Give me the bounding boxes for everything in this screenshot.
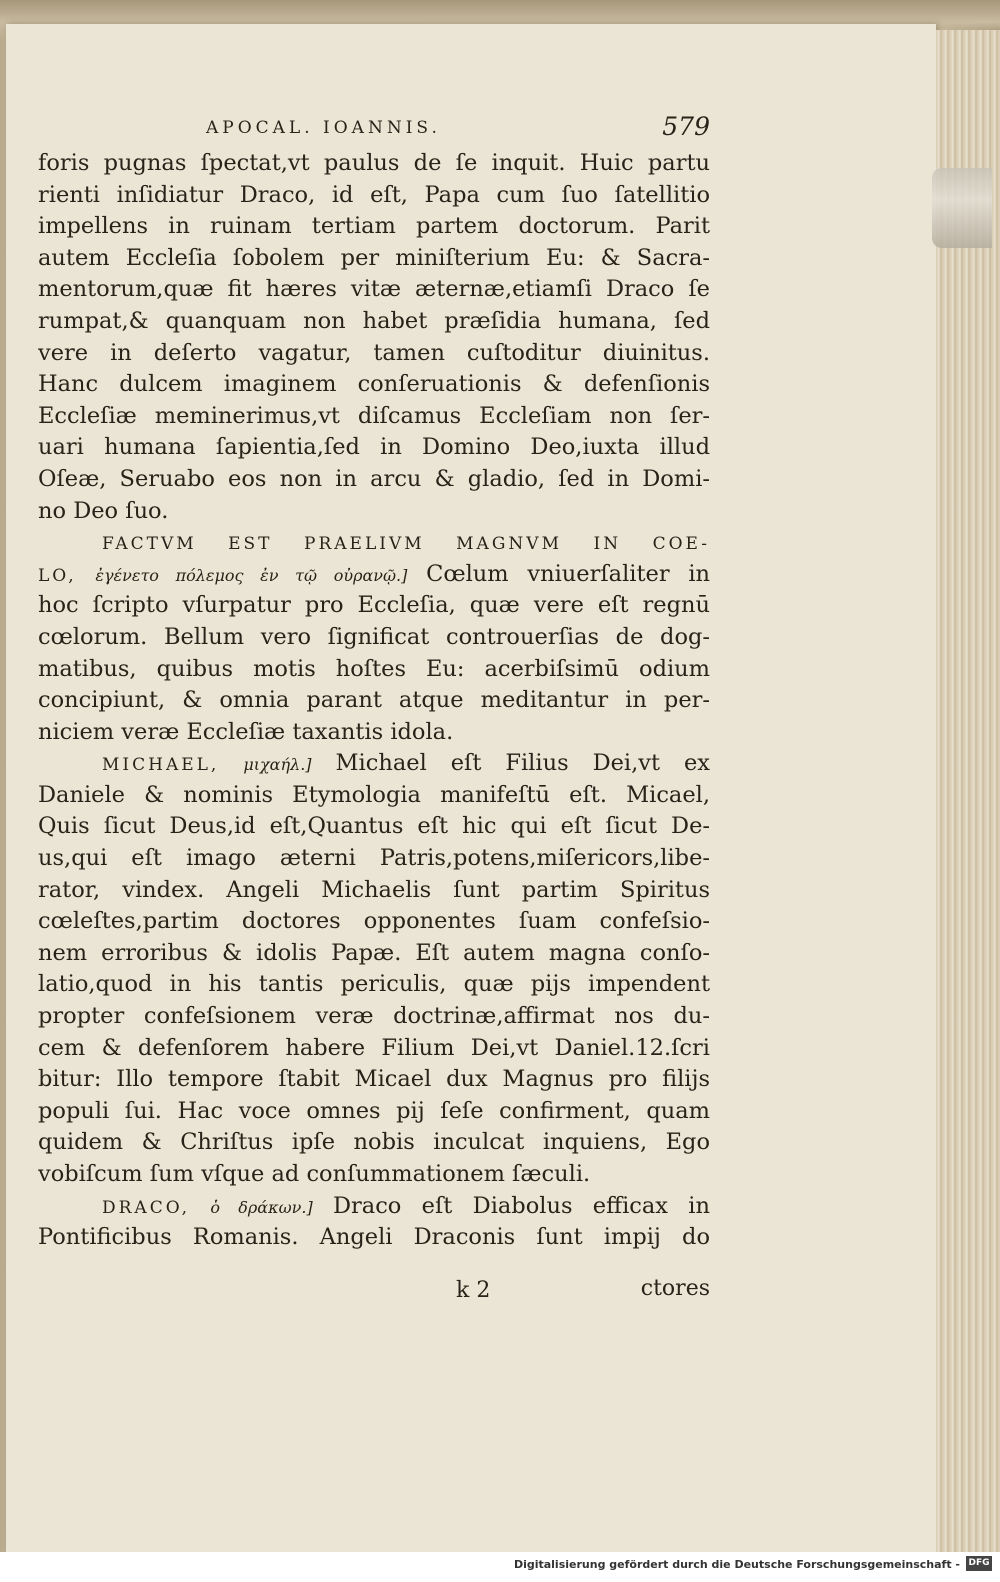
text-line: niciem veræ Eccleſiæ taxantis idola. bbox=[38, 718, 454, 745]
page-foot bbox=[38, 1276, 710, 1308]
text-line: hoc ſcripto vſurpatur pro Eccleſia, quæ vere eſt regnū bbox=[38, 592, 710, 619]
page-number: 579 bbox=[662, 112, 710, 141]
greek-quote: ἐγένετο πόλεμος ἐν τῷ οὐρανῷ.] bbox=[95, 565, 408, 585]
text-line: nem erroribus & idolis Papæ. Eſt autem magna conſo- bbox=[38, 939, 710, 966]
dfg-logo-icon: DFG bbox=[966, 1556, 992, 1571]
text-line: Pontificibus Romanis. Angeli Draconis ſunt impij do bbox=[38, 1224, 710, 1251]
text-span: Michael eſt Filius Dei,vt ex bbox=[335, 750, 710, 777]
text-line: cem & defenſorem habere Filium Dei,vt Daniel.12.ſcri bbox=[38, 1034, 710, 1061]
text-line: propter confeſsionem veræ doctrinæ,affirmat nos du- bbox=[38, 1003, 710, 1030]
lemma-line bbox=[38, 748, 710, 780]
lemma-heading: FACTVM EST PRAELIVM MAGNVM IN COE- bbox=[102, 534, 710, 555]
text-line: rienti inſidiatur Draco, id eſt, Papa cum ſuo ſatellitio bbox=[38, 181, 710, 208]
text-line: no Deo ſuo. bbox=[38, 497, 169, 524]
page-header bbox=[38, 112, 710, 148]
text-line: vere in deſerto vagatur, tamen cuſtoditur diuinitus. bbox=[38, 339, 710, 366]
text-line: us,qui eſt imago æterni Patris,potens,miſericors,libe- bbox=[38, 845, 710, 872]
text-line: Oſeæ, Seruabo eos non in arcu & gladio, ſed in Domi- bbox=[38, 465, 710, 492]
text-line: cœleſtes,partim doctores opponentes ſuam confeſsio- bbox=[38, 908, 710, 935]
text-line: impellens in ruinam tertiam partem doctorum. Parit bbox=[38, 213, 710, 240]
text-line: cœlorum. Bellum vero ſignificat controuerſias de dog- bbox=[38, 623, 710, 650]
text-span: Draco eſt Diabolus efficax in bbox=[333, 1192, 710, 1219]
text-line: quidem & Chriſtus ipſe nobis inculcat inquiens, Ego bbox=[38, 1129, 710, 1156]
text-line: concipiunt, & omnia parant atque meditantur in per- bbox=[38, 687, 710, 714]
text-line: vobiſcum ſum vſque ad conſummationem ſæculi. bbox=[38, 1161, 591, 1187]
signature-mark: k 2 bbox=[456, 1278, 491, 1303]
text-line: latio,quod in his tantis periculis, quæ pijs impendent bbox=[38, 971, 710, 998]
lemma-heading: MICHAEL, bbox=[102, 755, 220, 776]
lemma-heading-end: LO, bbox=[38, 565, 77, 586]
text-line: rator, vindex. Angeli Michaelis ſunt partim Spiritus bbox=[38, 876, 710, 903]
text-line: Eccleſiæ meminerimus,vt diſcamus Eccleſiam non ſer- bbox=[38, 402, 710, 429]
page-text bbox=[38, 112, 710, 1254]
text-span: Cœlum vniuerſaliter in bbox=[426, 560, 710, 587]
lemma-heading: DRACO, bbox=[102, 1197, 191, 1218]
text-line: Daniele & nominis Etymologia manifeſtū eſt. Micael, bbox=[38, 781, 710, 808]
text-line: uari humana ſapientia,ſed in Domino Deo,iuxta illud bbox=[38, 434, 710, 461]
digitization-credit: Digitalisierung gefördert durch die Deutsche Forschungsgemeinschaft - bbox=[513, 1558, 960, 1571]
text-line: foris pugnas ſpectat,vt paulus de ſe inquit. Huic partu bbox=[38, 150, 710, 176]
lemma-line bbox=[38, 559, 710, 591]
text-line: matibus, quibus motis hoſtes Eu: acerbiſsimū odium bbox=[38, 655, 710, 682]
text-line: mentorum,quæ fit hæres vitæ æternæ,etiamſi Draco ſe bbox=[38, 276, 710, 303]
text-line: rumpat,& quanquam non habet præſidia humana, ſed bbox=[38, 307, 710, 334]
text-line: Hanc dulcem imaginem conſeruationis & defenſionis bbox=[38, 371, 710, 398]
text-line: populi ſui. Hac voce omnes pij ſeſe confirment, quam bbox=[38, 1097, 710, 1124]
greek-quote: μιχαήλ.] bbox=[243, 755, 312, 775]
text-line: bitur: Illo tempore ſtabit Micael dux Magnus pro filijs bbox=[38, 1066, 710, 1093]
text-line: Quis ſicut Deus,id eſt,Quantus eſt hic qui eſt ſicut De- bbox=[38, 813, 710, 840]
book-fore-edge bbox=[936, 30, 1000, 1552]
lemma-line bbox=[38, 1191, 710, 1223]
page-clip bbox=[932, 168, 992, 248]
lemma-line bbox=[38, 527, 710, 559]
greek-quote: ὁ δράκων.] bbox=[210, 1197, 313, 1217]
running-head: APOCAL. IOANNIS. bbox=[206, 118, 441, 138]
text-line: autem Eccleſia ſobolem per miniſterium Eu: & Sacra- bbox=[38, 244, 710, 271]
catchword: ctores bbox=[640, 1276, 710, 1301]
